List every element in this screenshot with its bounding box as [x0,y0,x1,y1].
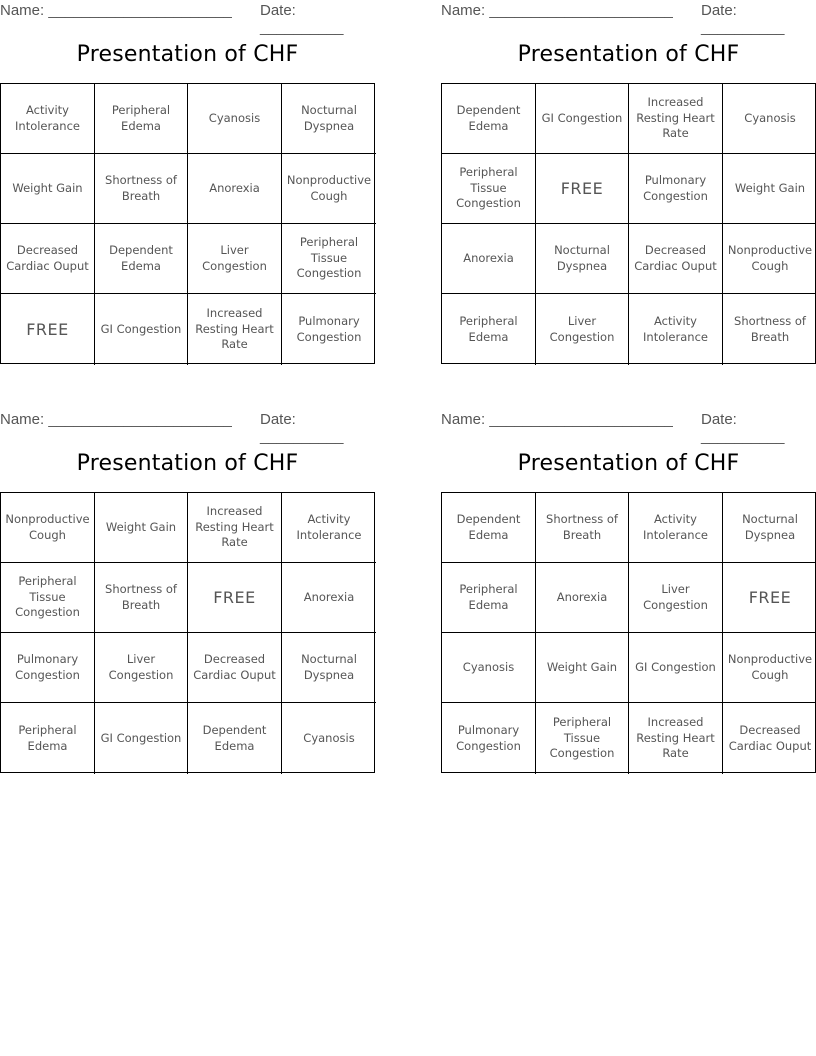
bingo-grid [0,83,375,364]
bingo-cell: Increased Resting Heart Rate [629,703,723,774]
bingo-cell: Cyanosis [442,633,536,703]
free-cell: FREE [1,294,95,365]
bingo-cell: Activity Intolerance [1,84,95,154]
bingo-cell: Weight Gain [723,154,816,224]
bingo-cell: Dependent Edema [188,703,282,774]
bingo-cell: Peripheral Edema [95,84,188,154]
bingo-cell: Anorexia [536,563,629,633]
bingo-cell: Weight Gain [95,493,188,563]
name-field: Name: ______________________ [0,411,232,428]
free-cell: FREE [723,563,816,633]
card-title: Presentation of CHF [517,42,740,67]
bingo-cell: Liver Congestion [95,633,188,703]
name-field: Name: ______________________ [0,2,232,19]
free-cell: FREE [536,154,629,224]
bingo-card-2 [441,0,816,364]
bingo-card-4 [441,409,816,773]
bingo-cell: Peripheral Tissue Congestion [282,224,376,294]
bingo-cell: Decreased Cardiac Ouput [188,633,282,703]
bingo-cell: Peripheral Tissue Congestion [1,563,95,633]
bingo-grid [0,492,375,773]
bingo-cell: Peripheral Tissue Congestion [536,703,629,774]
bingo-cell: Peripheral Edema [442,563,536,633]
bingo-cell: Shortness of Breath [536,493,629,563]
bingo-cell: Pulmonary Congestion [442,703,536,774]
bingo-cell: GI Congestion [536,84,629,154]
bingo-cell: Decreased Cardiac Ouput [1,224,95,294]
card-title: Presentation of CHF [76,42,299,67]
bingo-grid [441,83,816,364]
bingo-cell: Activity Intolerance [629,493,723,563]
bingo-cell: Nonproductive Cough [282,154,376,224]
date-field: Date: __________ [260,2,344,36]
bingo-cell: Decreased Cardiac Ouput [728,723,812,753]
bingo-cell: Nonproductive Cough [1,493,95,563]
bingo-cell: Nocturnal Dyspnea [282,633,376,703]
date-field: Date: __________ [701,411,785,445]
card-header [0,0,375,36]
bingo-cell: Nonproductive Cough [723,633,816,703]
bingo-cell: Peripheral Edema [1,703,95,774]
bingo-cell: Increased Resting Heart Rate [629,84,723,154]
bingo-cell: GI Congestion [629,633,723,703]
bingo-cell: Activity Intolerance [282,493,376,563]
bingo-cell: Shortness of Breath [95,563,188,633]
bingo-cell: Pulmonary Congestion [629,154,723,224]
date-field: Date: __________ [701,2,785,36]
bingo-cell: Shortness of Breath [734,314,806,344]
bingo-card-1 [0,0,375,364]
bingo-cell: Peripheral Tissue Congestion [442,154,536,224]
bingo-cell: Liver Congestion [536,294,629,365]
bingo-cell: Pulmonary Congestion [1,633,95,703]
bingo-cell: Dependent Edema [442,84,536,154]
bingo-cell: Weight Gain [1,154,95,224]
bingo-cell: Increased Resting Heart Rate [188,294,282,365]
bingo-cell: Liver Congestion [629,563,723,633]
date-field: Date: __________ [260,411,344,445]
bingo-cell: Cyanosis [723,84,816,154]
bingo-cell: Pulmonary Congestion [296,314,362,344]
free-cell: FREE [188,563,282,633]
card-header [441,409,816,445]
bingo-cell: Weight Gain [536,633,629,703]
bingo-cell: Nonproductive Cough [723,224,816,294]
bingo-cell: Nocturnal Dyspnea [282,84,376,154]
bingo-cell: Cyanosis [303,730,355,745]
bingo-cell: Peripheral Edema [442,294,536,365]
bingo-cell: Increased Resting Heart Rate [188,493,282,563]
bingo-cell: Activity Intolerance [629,294,723,365]
bingo-cell: Decreased Cardiac Ouput [629,224,723,294]
bingo-cell: Anorexia [282,563,376,633]
bingo-cell: Nocturnal Dyspnea [723,493,816,563]
bingo-cell: GI Congestion [95,294,188,365]
card-title: Presentation of CHF [517,451,740,476]
card-header [441,0,816,36]
bingo-cell: Liver Congestion [188,224,282,294]
name-field: Name: ______________________ [441,411,673,428]
bingo-cell: Nocturnal Dyspnea [536,224,629,294]
name-field: Name: ______________________ [441,2,673,19]
bingo-cell: Dependent Edema [442,493,536,563]
bingo-cell: Cyanosis [188,84,282,154]
bingo-cell: Anorexia [442,224,536,294]
bingo-cell: Dependent Edema [95,224,188,294]
bingo-card-3 [0,409,375,773]
bingo-grid [441,492,816,773]
card-header [0,409,375,445]
bingo-cell: Shortness of Breath [95,154,188,224]
bingo-cell: Anorexia [188,154,282,224]
bingo-cell: GI Congestion [95,703,188,774]
card-title: Presentation of CHF [76,451,299,476]
